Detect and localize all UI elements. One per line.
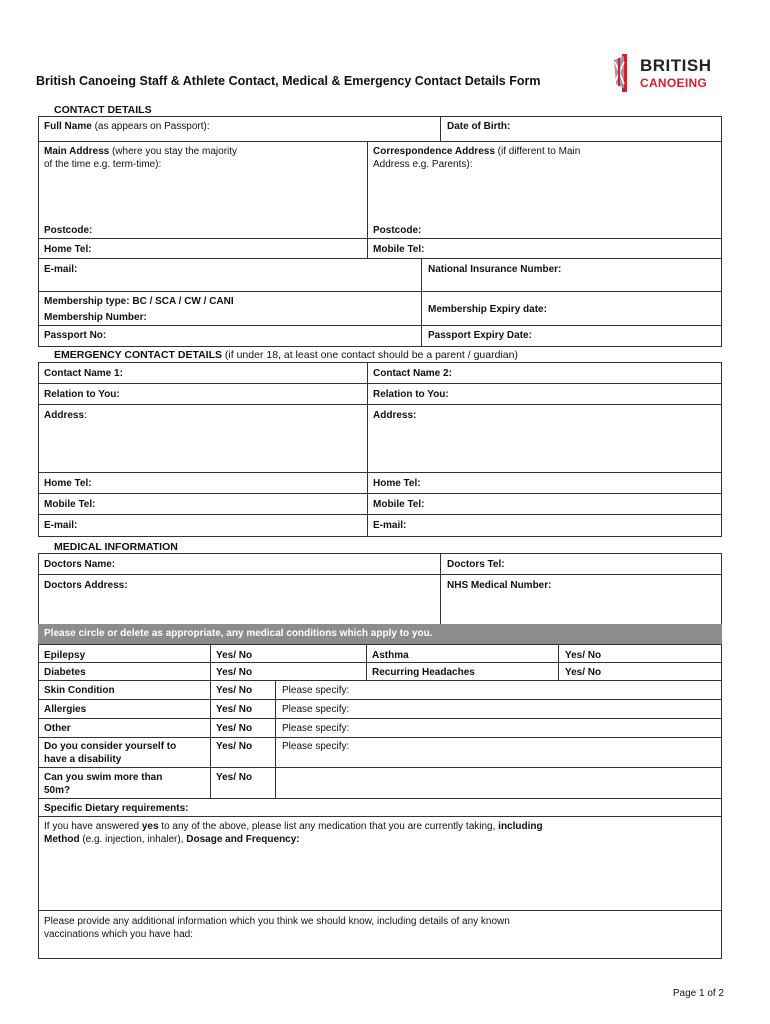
other-specify-field[interactable]: Please specify:: [282, 723, 350, 734]
allergies-specify-field[interactable]: Please specify:: [282, 704, 350, 715]
allergies-yes-no[interactable]: Yes/ No: [216, 704, 253, 715]
doctors-address-field[interactable]: Doctors Address:: [44, 580, 128, 591]
diabetes-yes-no[interactable]: Yes/ No: [216, 667, 253, 678]
membership-number-field[interactable]: Membership Number:: [44, 312, 147, 323]
epilepsy-yes-no[interactable]: Yes/ No: [216, 650, 253, 661]
relation-1-field[interactable]: Relation to You:: [44, 389, 120, 400]
skin-specify-field[interactable]: Please specify:: [282, 685, 350, 696]
condition-allergies: Allergies: [44, 704, 87, 715]
emergency-mobile-tel-1[interactable]: Mobile Tel:: [44, 499, 96, 510]
contact-name-1-field[interactable]: Contact Name 1:: [44, 368, 123, 379]
condition-swim: Can you swim more than 50m?: [44, 772, 163, 796]
main-address-field[interactable]: Main Address (where you stay the majority of the time e.g. term-time):: [44, 146, 238, 170]
medication-field[interactable]: If you have answered yes to any of the above, please list any medication that you are currently taking, including Method (e.g. injection, inhaler), Dosage and Frequency:: [44, 821, 543, 845]
emergency-contact-heading: EMERGENCY CONTACT DETAILS (if under 18, at least one contact should be a parent / guardian): [54, 349, 518, 361]
logo-text-british: BRITISH: [640, 56, 712, 75]
union-flag-paddle-icon: [612, 52, 638, 94]
contact-name-2-field[interactable]: Contact Name 2:: [373, 368, 452, 379]
other-yes-no[interactable]: Yes/ No: [216, 723, 253, 734]
address-1-field[interactable]: Address:: [44, 410, 87, 421]
nhs-number-field[interactable]: NHS Medical Number:: [447, 580, 552, 591]
email-field[interactable]: E-mail:: [44, 264, 78, 275]
condition-skin: Skin Condition: [44, 685, 115, 696]
membership-expiry-field[interactable]: Membership Expiry date:: [428, 304, 547, 315]
additional-info-field[interactable]: Please provide any additional information which you think we should know, including details of any known vaccinations which you have had:: [44, 916, 510, 940]
emergency-mobile-tel-2[interactable]: Mobile Tel:: [373, 499, 425, 510]
relation-2-field[interactable]: Relation to You:: [373, 389, 449, 400]
condition-epilepsy: Epilepsy: [44, 650, 86, 661]
doctors-name-field[interactable]: Doctors Name:: [44, 559, 116, 570]
corr-postcode-field[interactable]: Postcode:: [373, 225, 422, 236]
condition-headaches: Recurring Headaches: [372, 667, 475, 678]
home-tel-field[interactable]: Home Tel:: [44, 244, 92, 255]
condition-disability: Do you consider yourself to have a disability: [44, 741, 177, 765]
doctors-tel-field[interactable]: Doctors Tel:: [447, 559, 505, 570]
logo-text-canoeing: CANOEING: [640, 76, 708, 90]
skin-yes-no[interactable]: Yes/ No: [216, 685, 253, 696]
dietary-requirements-field[interactable]: Specific Dietary requirements:: [44, 803, 189, 814]
disability-specify-field[interactable]: Please specify:: [282, 741, 350, 752]
medical-info-heading: MEDICAL INFORMATION: [54, 541, 178, 553]
headaches-yes-no[interactable]: Yes/ No: [565, 667, 602, 678]
condition-diabetes: Diabetes: [44, 667, 86, 678]
dob-field[interactable]: Date of Birth:: [447, 121, 511, 132]
emergency-home-tel-1[interactable]: Home Tel:: [44, 478, 92, 489]
mobile-tel-field[interactable]: Mobile Tel:: [373, 244, 425, 255]
full-name-field[interactable]: Full Name (as appears on Passport):: [44, 121, 210, 132]
condition-other: Other: [44, 723, 71, 734]
correspondence-address-field[interactable]: Correspondence Address (if different to Main Address e.g. Parents):: [373, 146, 581, 170]
disability-yes-no[interactable]: Yes/ No: [216, 741, 253, 752]
membership-type-field[interactable]: Membership type: BC / SCA / CW / CANI: [44, 296, 234, 307]
condition-asthma: Asthma: [372, 650, 409, 661]
contact-details-heading: CONTACT DETAILS: [54, 104, 152, 116]
page-number: Page 1 of 2: [672, 988, 724, 999]
passport-no-field[interactable]: Passport No:: [44, 330, 107, 341]
form-title: British Canoeing Staff & Athlete Contact, Medical & Emergency Contact Details Form: [36, 74, 541, 88]
ni-number-field[interactable]: National Insurance Number:: [428, 264, 562, 275]
address-2-field[interactable]: Address:: [373, 410, 417, 421]
main-postcode-field[interactable]: Postcode:: [44, 225, 93, 236]
asthma-yes-no[interactable]: Yes/ No: [565, 650, 602, 661]
swim-yes-no[interactable]: Yes/ No: [216, 772, 253, 783]
emergency-home-tel-2[interactable]: Home Tel:: [373, 478, 421, 489]
emergency-email-1[interactable]: E-mail:: [44, 520, 78, 531]
british-canoeing-logo: [612, 52, 722, 94]
emergency-email-2[interactable]: E-mail:: [373, 520, 407, 531]
passport-expiry-field[interactable]: Passport Expiry Date:: [428, 330, 532, 341]
medical-conditions-bar: Please circle or delete as appropriate, any medical conditions which apply to you.: [38, 624, 722, 644]
